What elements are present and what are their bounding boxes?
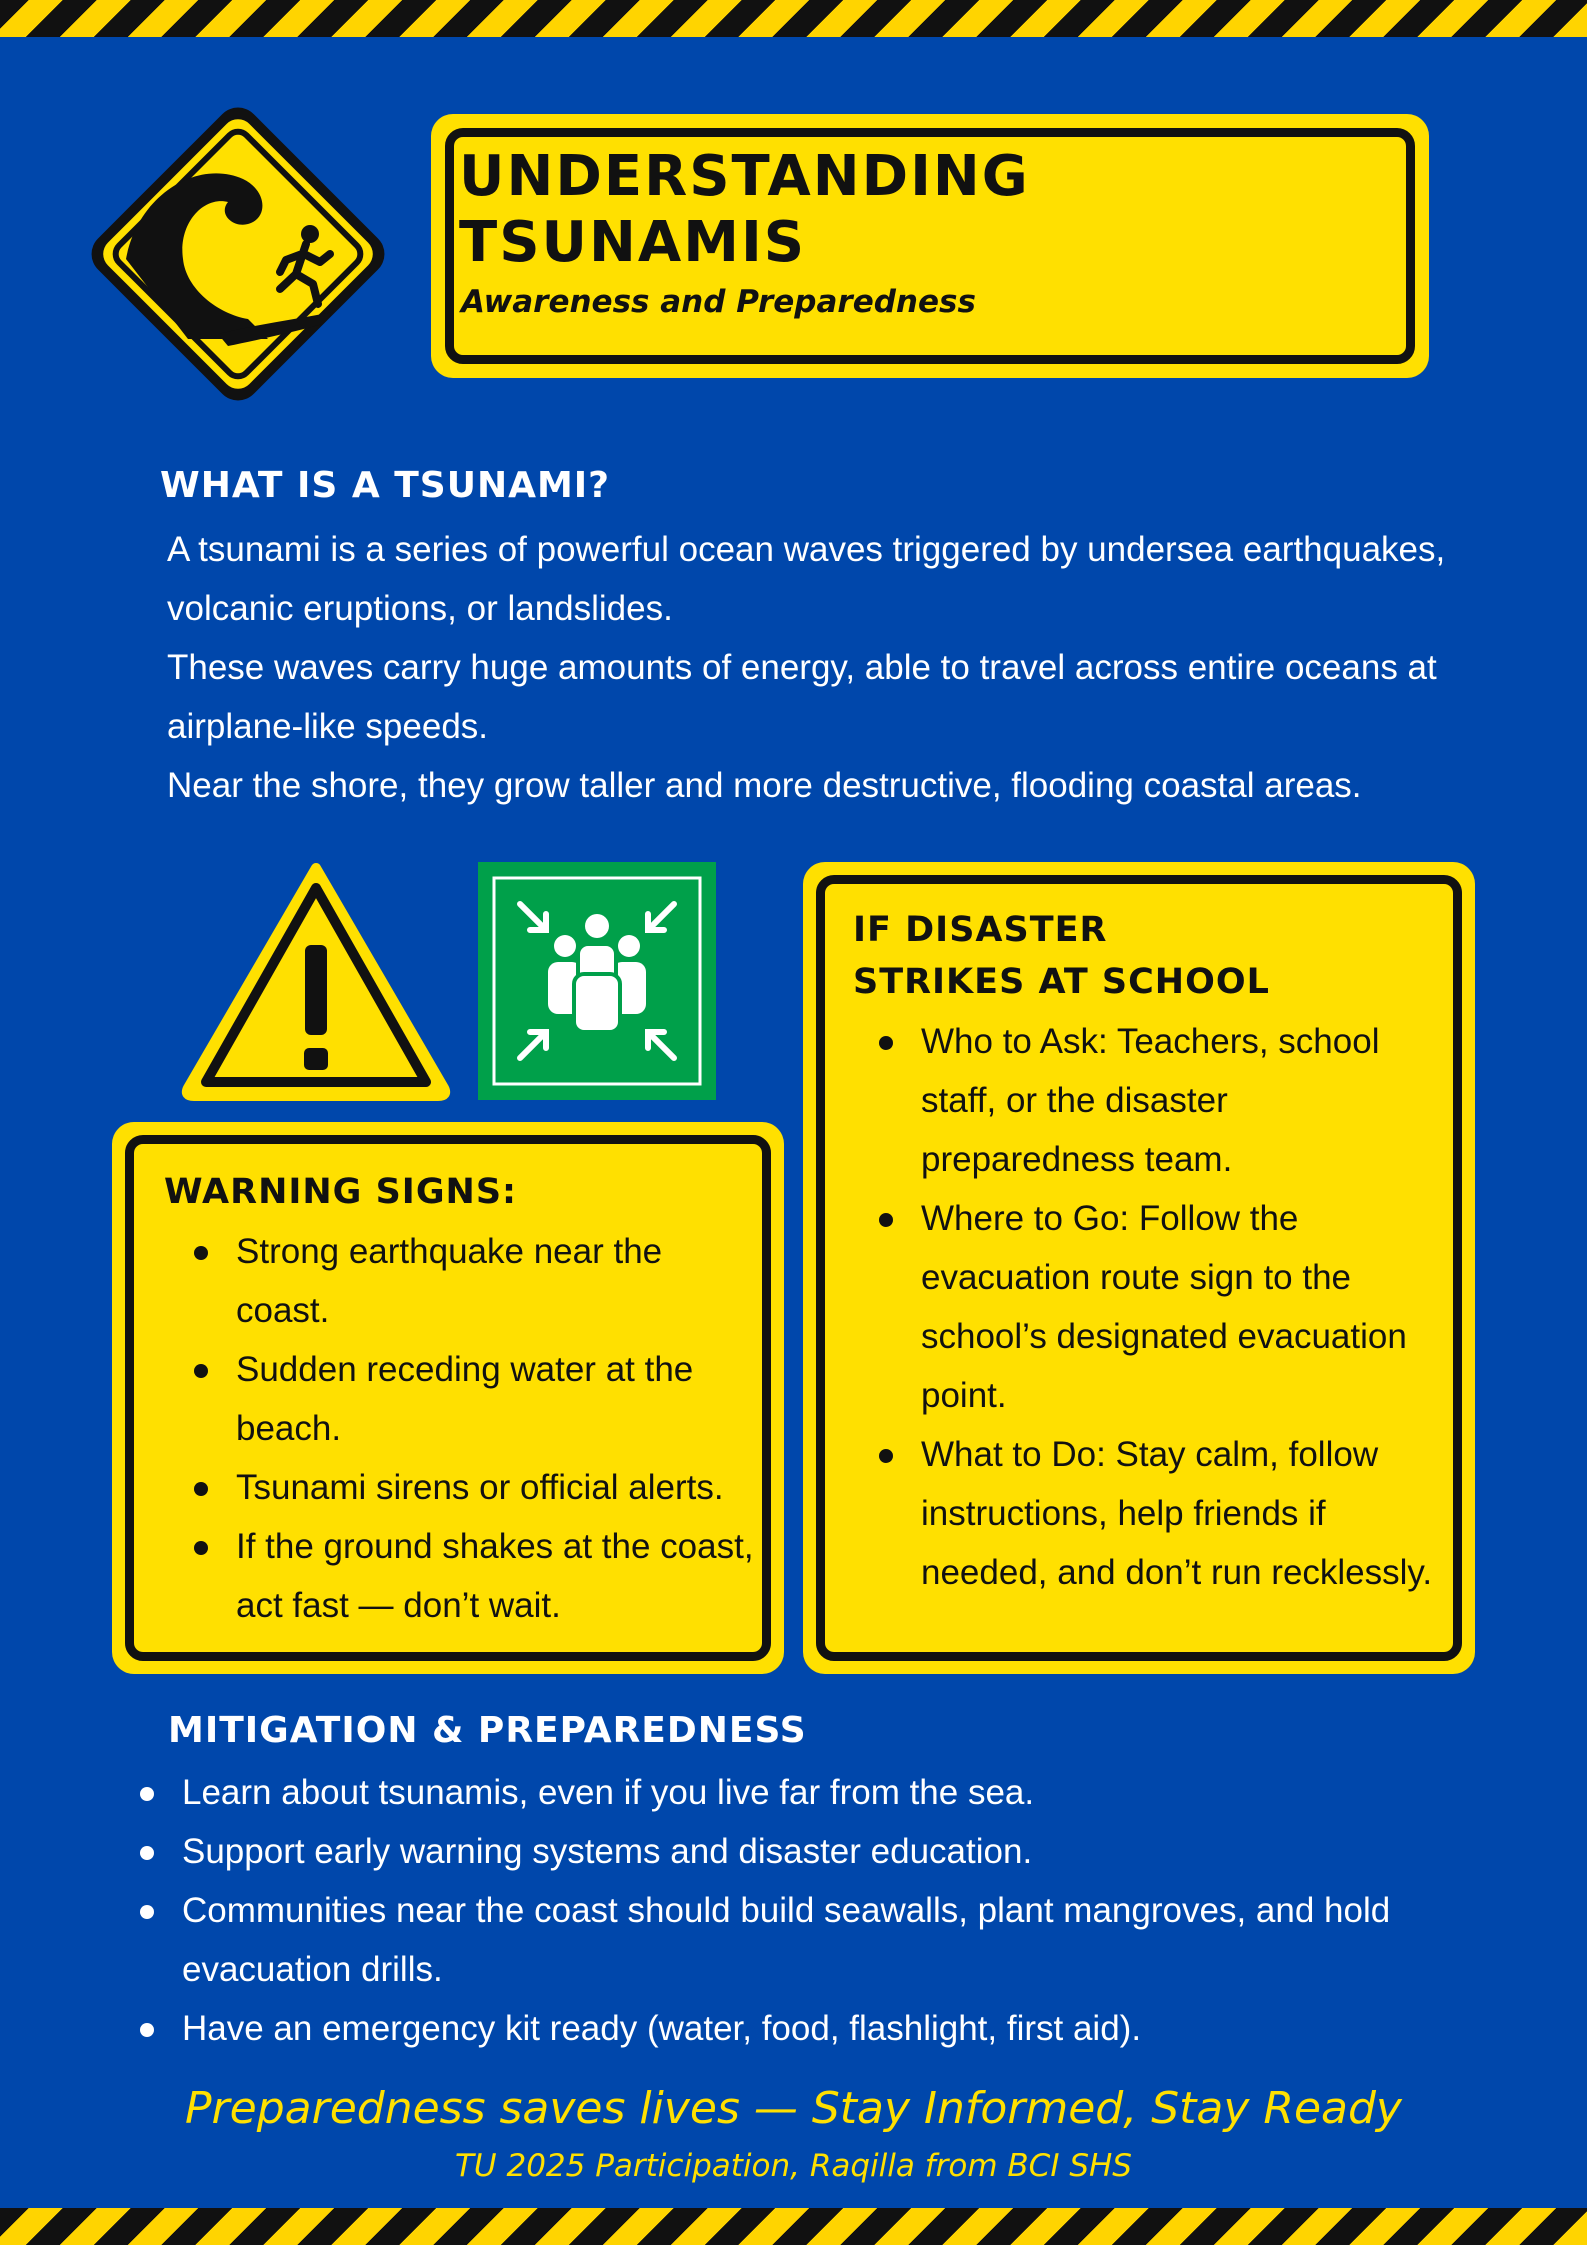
what-is-heading: WHAT IS A TSUNAMI?	[160, 465, 611, 506]
list-item: Have an emergency kit ready (water, food, flashlight, first aid).	[136, 1999, 1426, 2058]
list-item: Where to Go: Follow the evacuation route sign to the school’s designated evacuation point.	[875, 1189, 1435, 1425]
mitigation-heading: MITIGATION & PREPAREDNESS	[168, 1710, 807, 1751]
page-subtitle: Awareness and Preparedness	[461, 284, 976, 320]
list-item: Support early warning systems and disaster education.	[136, 1822, 1426, 1881]
school-box	[803, 862, 1475, 1674]
list-item: Tsunami sirens or official alerts.	[190, 1458, 760, 1517]
what-is-paragraph: Near the shore, they grow taller and more destructive, flooding coastal areas.	[167, 766, 1362, 805]
list-item: Strong earthquake near the coast.	[190, 1222, 760, 1340]
school-heading-line: STRIKES AT SCHOOL	[853, 962, 1270, 1002]
title-plaque	[431, 114, 1429, 378]
list-item: What to Do: Stay calm, follow instructions, help friends if needed, and don’t run recklessly.	[875, 1425, 1435, 1602]
assembly-point-icon	[478, 862, 716, 1100]
list-item: If the ground shakes at the coast, act fast — don’t wait.	[190, 1517, 760, 1635]
footer-credit: TU 2025 Participation, Raqilla from BCI SHS	[454, 2148, 1132, 2184]
hazard-stripe-top	[0, 0, 1587, 37]
warning-triangle-icon	[180, 860, 452, 1102]
what-is-paragraph: A tsunami is a series of powerful ocean waves triggered by undersea earthquakes, volcanic eruptions, or landslides.	[167, 530, 1446, 628]
what-is-paragraph: These waves carry huge amounts of energy, able to travel across entire oceans at airplane-like speeds.	[167, 648, 1437, 746]
list-item: Who to Ask: Teachers, school staff, or the disaster preparedness team.	[875, 1012, 1435, 1189]
list-item: Communities near the coast should build seawalls, plant mangroves, and hold evacuation drills.	[136, 1881, 1426, 1999]
warning-signs-heading: WARNING SIGNS:	[164, 1172, 518, 1212]
school-list	[875, 1012, 1435, 1602]
list-item: Sudden receding water at the beach.	[190, 1340, 760, 1458]
hazard-stripe-bottom	[0, 2208, 1587, 2245]
tsunami-hazard-icon	[68, 84, 408, 424]
page-title: UNDERSTANDING TSUNAMIS	[459, 144, 1030, 275]
list-item: Learn about tsunamis, even if you live far from the sea.	[136, 1763, 1426, 1822]
school-heading-line: IF DISASTER	[853, 910, 1108, 950]
warning-signs-list	[190, 1222, 760, 1635]
warning-signs-box	[112, 1122, 784, 1674]
school-heading	[853, 904, 1270, 1008]
footer-slogan: Preparedness saves lives — Stay Informed, Stay Ready	[185, 2083, 1402, 2134]
what-is-body	[167, 520, 1457, 815]
mitigation-list	[136, 1763, 1426, 2058]
